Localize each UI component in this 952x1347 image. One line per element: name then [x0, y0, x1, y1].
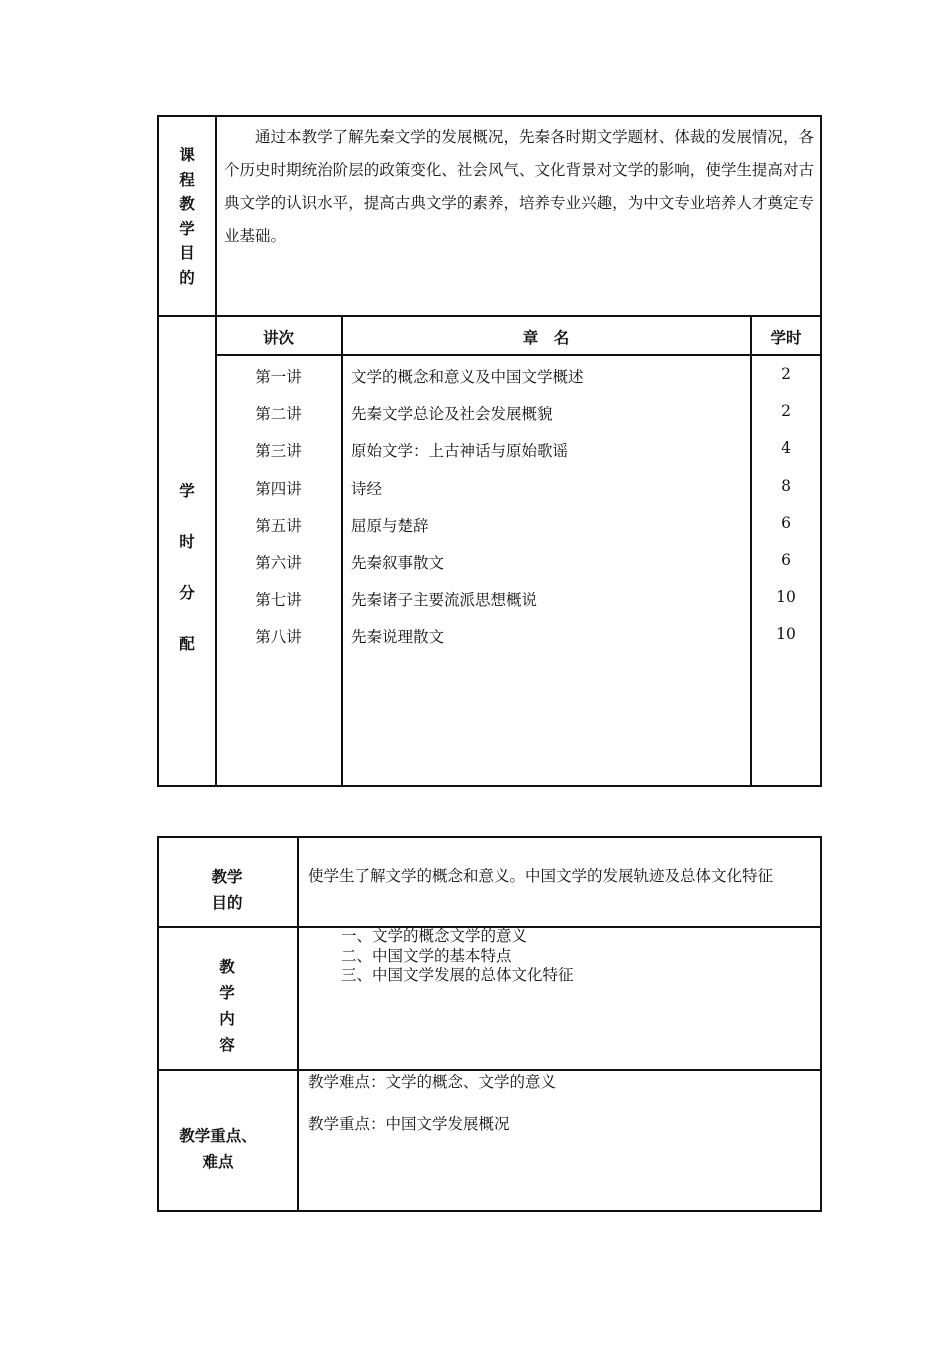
lecture-cell: 第四讲	[255, 480, 302, 498]
course-objective-text: 通过本教学了解先秦文学的发展概况，先秦各时期文学题材、体裁的发展情况，各个历史时期统治阶层的政策变化、社会风气、文化背景对文学的影响，使学生提高对古典文学的认识水平，提高古典文学的素养，培养专业兴趣，为中文专业培养人才奠定专业基础。	[224, 128, 814, 245]
hours-cell: 6	[781, 514, 791, 532]
chapter-header: 章 名	[522, 329, 570, 347]
label-char: 配	[179, 635, 195, 653]
lecture-cell: 第一讲	[255, 368, 302, 386]
label-char: 的	[179, 268, 195, 287]
teaching-content-label	[210, 954, 244, 1058]
label-line: 目的	[211, 894, 243, 912]
lecture-cell: 第八讲	[255, 628, 302, 646]
label-char: 学	[179, 219, 195, 238]
teaching-goal-text: 使学生了解文学的概念和意义。中国文学的发展轨迹及总体文化特征	[308, 867, 774, 885]
hours-cell: 2	[781, 365, 791, 383]
chapter-cell: 先秦诸子主要流派思想概说	[351, 591, 538, 609]
label-char: 程	[179, 170, 195, 189]
chapter-cell: 先秦说理散文	[351, 628, 445, 646]
teaching-content-list	[341, 927, 574, 986]
objective-schedule-divider	[157, 315, 822, 317]
lecture-cell: 第二讲	[255, 405, 302, 423]
label-line: 难点	[202, 1153, 234, 1171]
teaching-goal-label	[158, 864, 296, 916]
focus-difficulty-label	[158, 1123, 278, 1175]
schedule-header-divider	[215, 354, 822, 356]
lecture-header: 讲次	[262, 329, 294, 347]
lecture-cell: 第七讲	[255, 591, 302, 609]
label-char: 时	[179, 533, 195, 551]
key-point-text: 教学重点：中国文学发展概况	[308, 1115, 510, 1133]
label-char: 分	[179, 584, 195, 602]
lecture-cell: 第六讲	[255, 554, 302, 572]
chapter-cell: 先秦文学总论及社会发展概貌	[351, 405, 553, 423]
label-char: 学	[179, 482, 195, 500]
list-item: 一、文学的概念文学的意义	[341, 927, 528, 945]
lecture-chapter-divider	[341, 315, 343, 787]
hours-cell: 10	[776, 625, 796, 643]
chapter-cell: 屈原与楚辞	[351, 517, 429, 535]
label-char: 教	[219, 958, 235, 976]
hours-cell: 6	[781, 551, 791, 569]
chapter-cell: 先秦叙事散文	[351, 554, 445, 572]
lecture-cell: 第三讲	[255, 442, 302, 460]
chapter-cell: 原始文学：上古神话与原始歌谣	[351, 442, 569, 460]
list-item: 二、中国文学的基本特点	[341, 946, 512, 965]
difficulty-text: 教学难点：文学的概念、文学的意义	[308, 1073, 557, 1091]
label-char: 学	[219, 984, 235, 1002]
label-line: 教学	[211, 868, 243, 886]
chapter-cell: 文学的概念和意义及中国文学概述	[351, 368, 584, 386]
hours-header: 学时	[770, 329, 802, 347]
hours-cell: 8	[781, 477, 791, 495]
course-objective-label	[170, 143, 204, 290]
schedule-label	[170, 466, 204, 670]
chapter-cell: 诗经	[351, 480, 383, 498]
hours-cell: 2	[781, 402, 791, 420]
lesson-label-divider	[297, 836, 299, 1212]
hours-cell: 4	[781, 439, 791, 457]
label-char: 教	[179, 195, 195, 213]
list-item: 三、中国文学发展的总体文化特征	[341, 966, 574, 984]
label-line: 教学重点、	[179, 1127, 257, 1145]
label-char: 课	[179, 146, 195, 164]
label-char: 容	[219, 1036, 235, 1054]
hours-cell: 10	[776, 588, 796, 606]
label-char: 内	[219, 1010, 235, 1028]
label-char: 目	[179, 244, 195, 262]
lecture-cell: 第五讲	[255, 517, 302, 535]
